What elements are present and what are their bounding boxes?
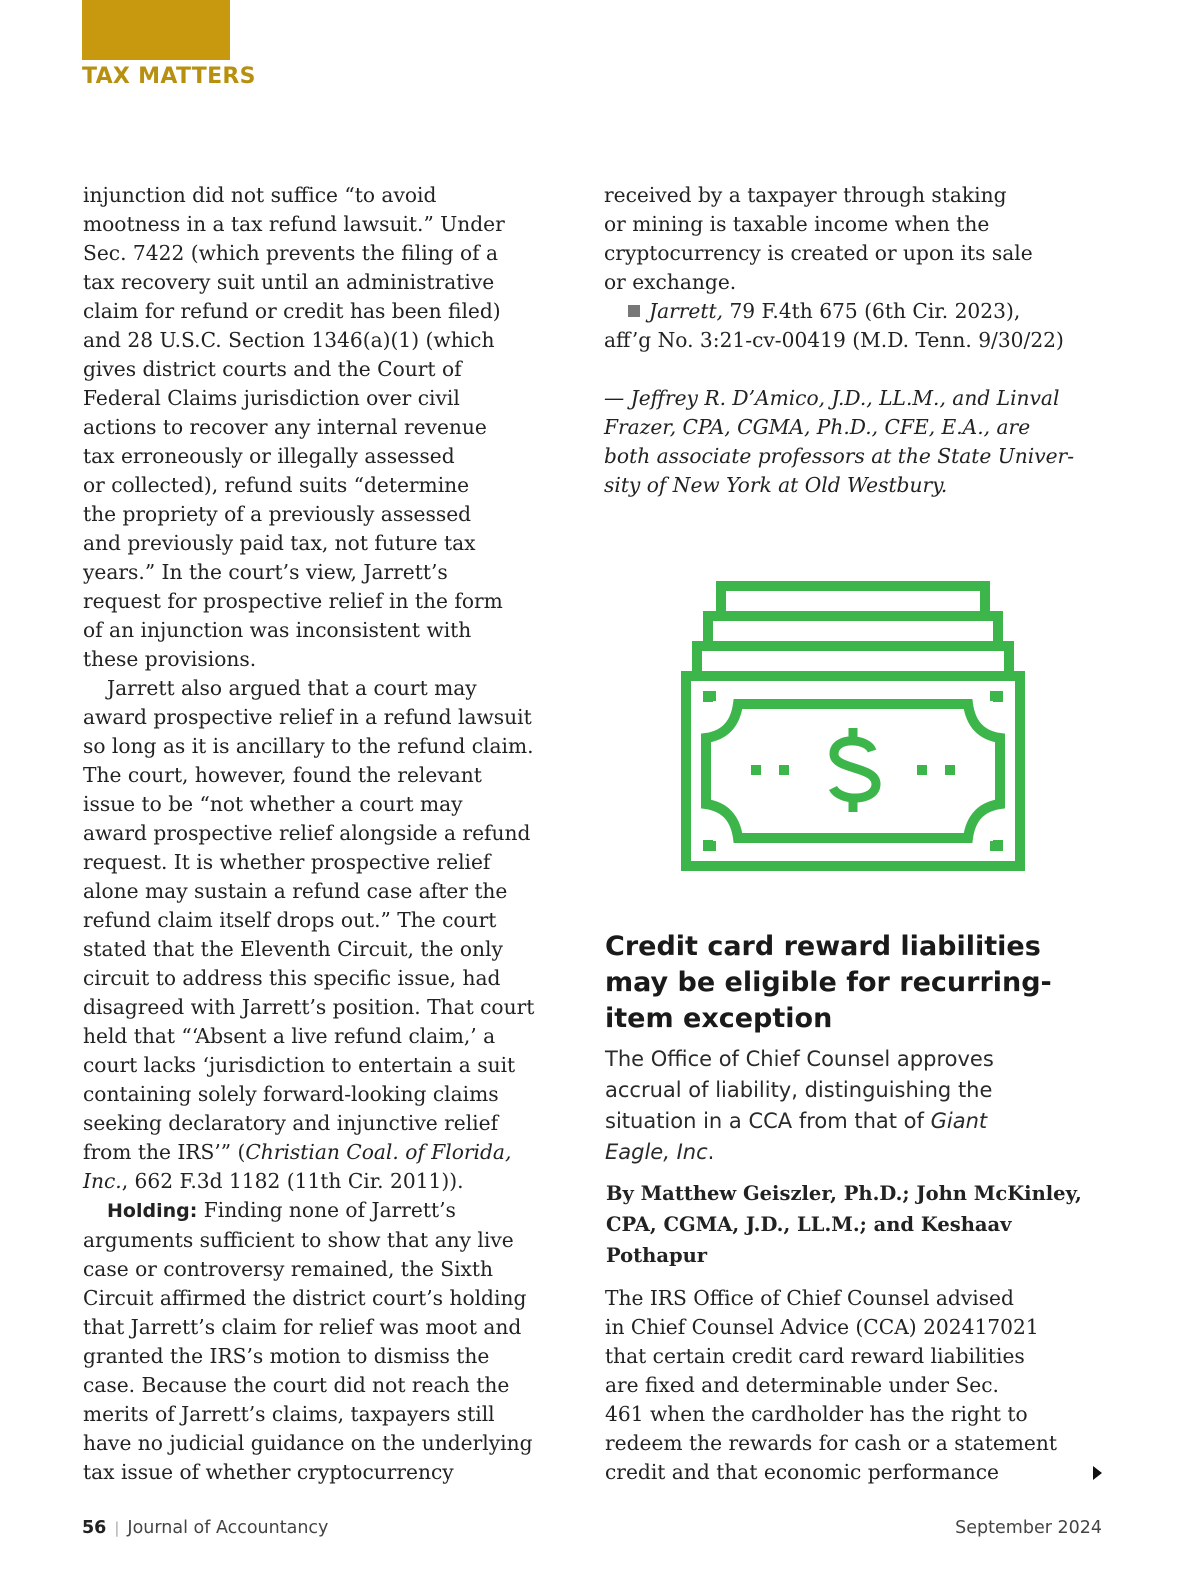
text-line — [604, 297, 1109, 326]
paragraph — [605, 1284, 1105, 1487]
text-line: both associate professors at the State Univer- — [604, 444, 1075, 468]
text-line: are fixed and determinable under Sec. — [605, 1373, 999, 1397]
text-line: case. Because the court did not reach the — [83, 1373, 510, 1397]
text-line: Federal Claims jurisdiction over civil — [83, 386, 460, 410]
text-line: actions to recover any internal revenue — [83, 415, 487, 439]
text-line: circuit to address this specific issue, had — [83, 966, 501, 990]
text-line: award prospective relief alongside a refund — [83, 821, 531, 845]
text-line: refund claim itself drops out.” The court — [83, 908, 497, 932]
text-line: case or controversy remained, the Sixth — [83, 1257, 494, 1281]
text-line: received by a taxpayer through staking — [604, 183, 1007, 207]
header-color-bar — [82, 0, 230, 60]
footer-left — [82, 1518, 328, 1538]
paragraph — [604, 181, 1109, 297]
text-line: cryptocurrency is created or upon its sale — [604, 241, 1033, 265]
text-run: 79 F.4th 675 (6th Cir. 2023), — [723, 299, 1021, 323]
footer-separator: | — [114, 1519, 120, 1537]
text-line: court lacks ‘jurisdiction to entertain a suit — [83, 1053, 516, 1077]
article-body — [605, 1284, 1105, 1487]
text-line: stated that the Eleventh Circuit, the only — [83, 937, 503, 961]
text-line: held that “‘Absent a live refund claim,’ a — [83, 1024, 496, 1048]
case-name: Inc. — [83, 1169, 122, 1193]
text-line: tax issue of whether cryptocurrency — [83, 1460, 454, 1484]
text-line: granted the IRS’s motion to dismiss the — [83, 1344, 490, 1368]
text-line: claim for refund or credit has been filed) — [83, 299, 501, 323]
text-line: so long as it is ancillary to the refund claim. — [83, 734, 534, 758]
text-line: Jarrett also argued that a court may — [107, 676, 477, 700]
text-line: gives district courts and the Court of — [83, 357, 462, 381]
text-run: Finding none of Jarrett’s — [197, 1198, 456, 1222]
text-line: request for prospective relief in the form — [83, 589, 503, 613]
text-line: Circuit affirmed the district court’s holding — [83, 1286, 527, 1310]
text-line: injunction did not suffice “to avoid — [83, 183, 437, 207]
article-byline — [606, 1178, 1106, 1271]
text-line — [605, 1137, 1125, 1168]
text-line: issue to be “not whether a court may — [83, 792, 463, 816]
text-line: tax erroneously or illegally assessed — [83, 444, 455, 468]
text-line: and previously paid tax, not future tax — [83, 531, 476, 555]
author-note — [604, 384, 1109, 500]
text-line: sity of New York at Old Westbury. — [604, 473, 948, 497]
article-dek — [605, 1044, 1125, 1168]
issue-date: September 2024 — [955, 1518, 1102, 1538]
text-line — [83, 1167, 573, 1196]
text-line: alone may sustain a refund case after the — [83, 879, 508, 903]
text-line: or mining is taxable income when the — [604, 212, 990, 236]
text-line: — Jeffrey R. D’Amico, J.D., LL.M., and Linval — [604, 386, 1060, 410]
citation — [604, 297, 1109, 355]
text-line: request. It is whether prospective relief — [83, 850, 491, 874]
text-line: By Matthew Geiszler, Ph.D.; John McKinley, — [606, 1182, 1082, 1205]
money-stack-icon — [680, 578, 1026, 874]
holding-label: Holding: — [107, 1200, 198, 1222]
text-line: tax recovery suit until an administrative — [83, 270, 495, 294]
text-line: The IRS Office of Chief Counsel advised — [605, 1286, 1014, 1310]
holding-paragraph — [83, 1196, 573, 1487]
text-line: that Jarrett’s claim for relief was moot and — [83, 1315, 522, 1339]
text-run: . — [707, 1140, 715, 1164]
case-name: Eagle, Inc — [605, 1140, 708, 1164]
text-line: The court, however, found the relevant — [83, 763, 482, 787]
text-line: accrual of liability, distinguishing the — [605, 1078, 993, 1102]
text-line: aff’g No. 3:21-cv-00419 (M.D. Tenn. 9/30/22) — [604, 328, 1064, 352]
text-line: may be eligible for recurring- — [605, 967, 1052, 998]
page-number: 56 — [82, 1518, 107, 1538]
text-line: the propriety of a previously assessed — [83, 502, 472, 526]
text-line: award prospective relief in a refund lawsuit — [83, 705, 532, 729]
text-line: mootness in a tax refund lawsuit.” Under — [83, 212, 505, 236]
section-label: TAX MATTERS — [82, 64, 256, 89]
text-line: these provisions. — [83, 647, 257, 671]
text-line: in Chief Counsel Advice (CCA) 202417021 — [605, 1315, 1039, 1339]
case-name: Giant — [930, 1109, 988, 1133]
paragraph — [83, 674, 573, 1196]
text-line — [605, 1106, 1125, 1137]
case-name: Christian Coal. of Florida, — [245, 1140, 512, 1164]
continue-arrow-icon — [1093, 1466, 1102, 1480]
text-line — [83, 1196, 573, 1226]
text-line: redeem the rewards for cash or a statement — [605, 1431, 1057, 1455]
text-line: Sec. 7422 (which prevents the filing of a — [83, 241, 499, 265]
left-column — [83, 181, 573, 1487]
text-line: 461 when the cardholder has the right to — [605, 1402, 1028, 1426]
text-line: or collected), refund suits “determine — [83, 473, 470, 497]
text-line — [83, 1138, 573, 1167]
text-line: of an injunction was inconsistent with — [83, 618, 472, 642]
end-square-icon — [628, 305, 640, 317]
publication-name: Journal of Accountancy — [127, 1518, 329, 1538]
text-line: or exchange. — [604, 270, 737, 294]
text-line: CPA, CGMA, J.D., LL.M.; and Keshaav — [606, 1213, 1012, 1236]
text-line: Pothapur — [606, 1244, 708, 1267]
text-line: have no judicial guidance on the underlying — [83, 1431, 533, 1455]
text-line: that certain credit card reward liabilities — [605, 1344, 1025, 1368]
case-name: Jarrett, — [649, 299, 724, 323]
text-line: and 28 U.S.C. Section 1346(a)(1) (which — [83, 328, 495, 352]
text-line: disagreed with Jarrett’s position. That court — [83, 995, 535, 1019]
text-line: The Office of Chief Counsel approves — [605, 1047, 994, 1071]
article-headline — [605, 929, 1125, 1037]
text-line: arguments sufficient to show that any live — [83, 1228, 514, 1252]
text-line: credit and that economic performance — [605, 1460, 999, 1484]
text-line: item exception — [605, 1003, 833, 1034]
text-run: situation in a CCA from that of — [605, 1109, 931, 1133]
text-line: Frazer, CPA, CGMA, Ph.D., CFE, E.A., are — [604, 415, 1031, 439]
text-line: merits of Jarrett’s claims, taxpayers still — [83, 1402, 495, 1426]
text-line: containing solely forward-looking claims — [83, 1082, 499, 1106]
text-run: , 662 F.3d 1182 (11th Cir. 2011)). — [121, 1169, 464, 1193]
paragraph — [83, 181, 573, 674]
right-column — [604, 181, 1109, 500]
text-run: from the IRS’” ( — [83, 1140, 246, 1164]
text-line: years.” In the court’s view, Jarrett’s — [83, 560, 448, 584]
text-line: Credit card reward liabilities — [605, 931, 1041, 962]
text-line: seeking declaratory and injunctive relief — [83, 1111, 499, 1135]
